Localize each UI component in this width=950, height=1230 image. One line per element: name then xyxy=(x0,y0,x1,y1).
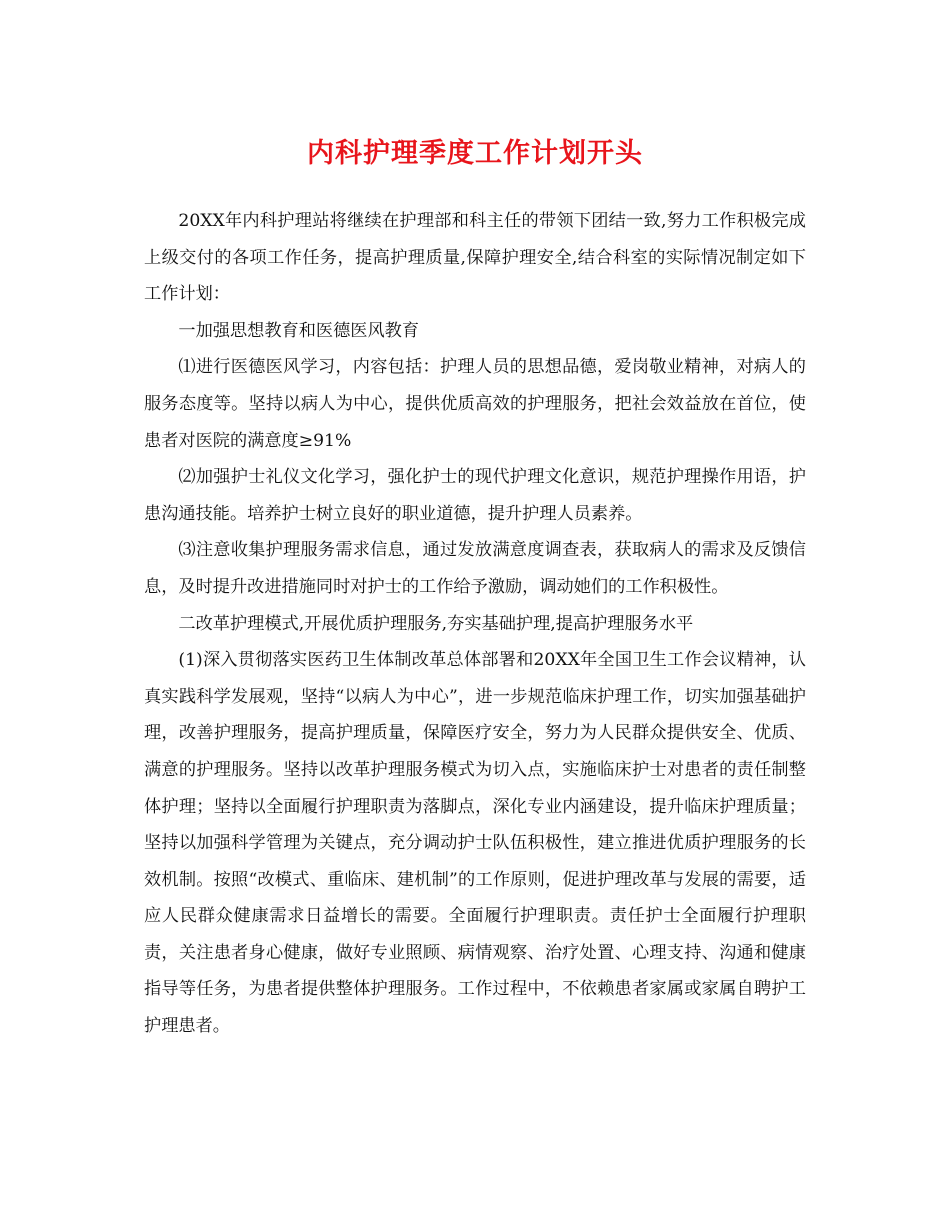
paragraph-item-1-2: ⑵加强护士礼仪文化学习，强化护士的现代护理文化意识，规范护理操作用语，护患沟通技能。培养护士树立良好的职业道德，提升护理人员素养。 xyxy=(144,467,806,524)
paragraph-intro: 20XX年内科护理站将继续在护理部和科主任的带领下团结一致,努力工作积极完成上级交付的各项工作任务，提高护理质量,保障护理安全,结合科室的实际情况制定如下工作计划： xyxy=(144,211,806,305)
section-heading-2: 二改革护理模式,开展优质护理服务,夯实基础护理,提高护理服务水平 xyxy=(178,613,694,634)
paragraph-item-1-1: ⑴进行医德医风学习，内容包括：护理人员的思想品德，爱岗敬业精神，对病人的服务态度等。坚持以病人为中心，提供优质高效的护理服务，把社会效益放在首位，使患者对医院的满意度≥91% xyxy=(144,357,806,451)
paragraph-item-1-3: ⑶注意收集护理服务需求信息，通过发放满意度调查表，获取病人的需求及反馈信息，及时提升改进措施同时对护士的工作给予激励，调动她们的工作积极性。 xyxy=(144,540,806,597)
section-heading-1: 一加强思想教育和医德医风教育 xyxy=(178,320,420,341)
document-body xyxy=(144,203,806,1045)
document-title: 内科护理季度工作计划开头 xyxy=(307,138,643,169)
paragraph-item-2-1: (1)深入贯彻落实医药卫生体制改革总体部署和20XX年全国卫生工作会议精神，认真实践科学发展观，坚持“以病人为中心”，进一步规范临床护理工作，切实加强基础护理，改善护理服务，提高护理质量，保障医疗安全，努力为人民群众提供安全、优质、满意的护理服务。坚持以改革护理服务模式为切入点，实施临床护士对患者的责任制整体护理；坚持以全面履行护理职责为落脚点，深化专业内涵建设，提升临床护理质量；坚持以加强科学管理为关键点，充分调动护士队伍积极性，建立推进优质护理服务的长效机制。按照“改模式、重临床、建机制”的工作原则，促进护理改革与发展的需要，适应人民群众健康需求日益增长的需要。全面履行护理职责。责任护士全面履行护理职责，关注患者身心健康，做好专业照顾、病情观察、治疗处置、心理支持、沟通和健康指导等任务，为患者提供整体护理服务。工作过程中，不依赖患者家属或家属自聘护工护理患者。 xyxy=(144,650,806,1037)
